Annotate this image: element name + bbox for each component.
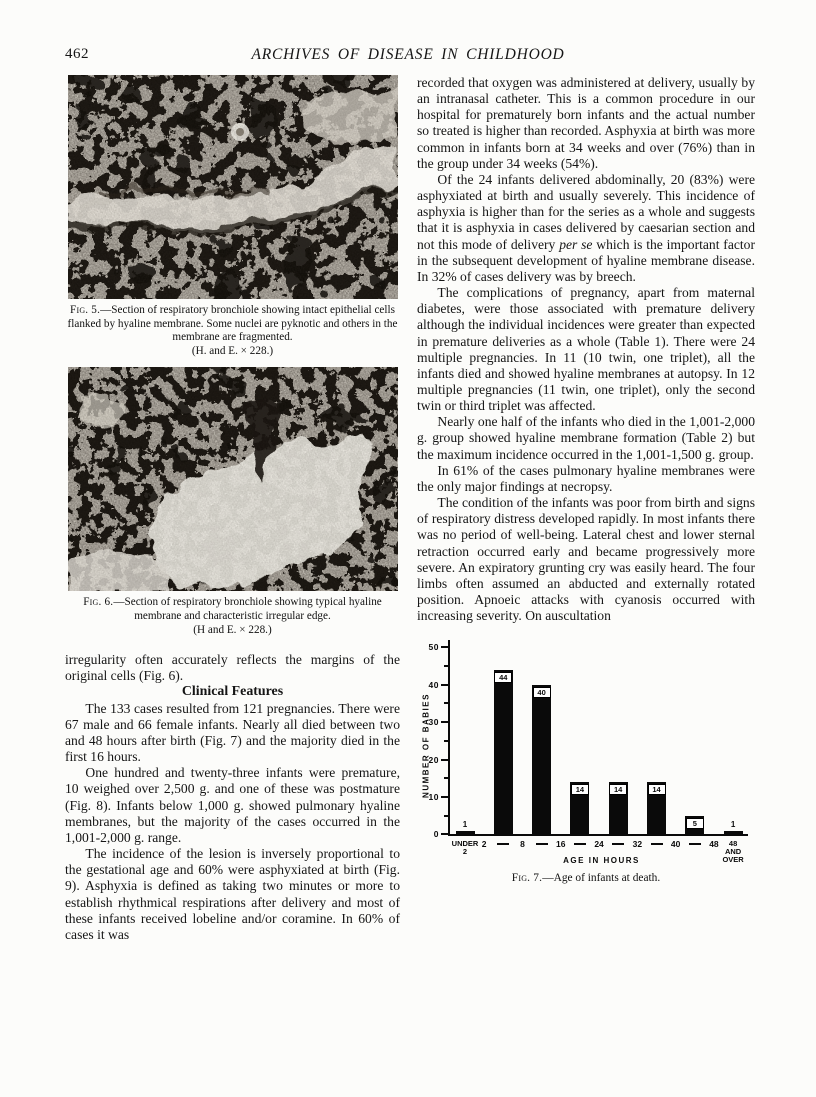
fig5-credit: (H. and E. × 228.) [191,344,274,357]
clinical-features-heading: Clinical Features [181,684,284,700]
x-axis-dash [536,843,548,845]
x-axis-dash [612,843,624,845]
page-number: 462 [65,46,89,62]
y-tick-label: 0 [433,829,439,840]
paragraph-continuation: irregularity often accurately reflects the margins of the original cells (Fig. 6). [65,652,400,684]
x-end-label-under2: 2 [462,847,468,857]
x-boundary-label: 32 [632,839,643,850]
bar-value-label: 1 [462,819,468,829]
bar-value-label: 14 [571,784,589,795]
bar [456,831,475,835]
x-end-label-under2: UNDER [451,839,479,849]
x-boundary-label: 40 [670,839,681,850]
paragraph: The condition of the infants was poor from birth and signs of respiratory distress developed rapidly. In most infants there was no period of well-being. Lateral chest and lower sternal retraction occurred early and became progressively more severe. An expiratory grunting cry was easily heard. The four limbs often assumed an abducted and externally rotated position. Apnoeic attacks with cyanosis occurred with increasing severity. On auscultation [417,495,755,624]
bar-value-label: 1 [730,819,736,829]
bar-value-label: 14 [609,784,627,795]
paragraph-part: Of the 24 infants delivered abdominally, 20 (83%) were asphyxiated at birth and usually severely. This incidence of asphyxia is higher than for the series as a whole and suggests that it is asphyxia in cases delivered by caesarian section and not this mode of delivery [417,171,755,252]
y-tick-label: 50 [428,642,439,653]
fig5-caption [65,304,400,358]
fig6-image [68,367,398,591]
y-tick [441,759,448,761]
x-axis-dash [497,843,509,845]
y-tick [441,721,448,723]
y-tick [441,833,448,835]
bar [532,685,551,835]
y-tick-label: 40 [428,679,439,690]
y-minor-tick [444,665,448,667]
y-tick [441,684,448,686]
y-minor-tick [444,815,448,817]
left-column [65,75,400,943]
fig7-caption [417,872,755,886]
left-column-text [65,652,400,943]
paragraph: Nearly one half of the infants who died in the 1,001-2,000 g. group showed hyaline membrane formation (Table 2) but the maximum incidence occurred in the 1,001-1,500 g. group. [417,414,755,462]
paragraph: One hundred and twenty-three infants were premature, 10 weighed over 2,500 g. and one of these was postmature (Fig. 8). Infants below 1,000 g. showed pulmonary hyaline membranes, but the majority of the cases occurred in the 1,001-2,000 g. range. [65,765,400,845]
y-minor-tick [444,702,448,704]
fig5-caption-text: —Section of respiratory bronchiole showing intact epithelial cells flanked by hyaline membrane. Some nuclei are pyknotic and others in the membrane are fragmented. [67,304,398,344]
paragraph: The complications of pregnancy, apart from maternal diabetes, were those associated with premature delivery although the individual incidences were greater than expected in premature deliveries as a whole (Table 1). There were 24 multiple pregnancies. In 11 (10 twin, one triplet), all the infants died and showed hyaline membranes at autopsy. In 12 multiple pregnancies (11 twin, one triplet), only the second twin or third triplet was affected. [417,285,755,414]
fig6-caption [65,596,400,637]
x-boundary-label: 48 [709,839,719,850]
x-axis-line [448,834,748,836]
bar-value-label: 40 [533,687,551,698]
y-tick [441,796,448,798]
y-tick-label: 30 [428,717,439,728]
paragraph: In 61% of the cases pulmonary hyaline membranes were the only major findings at necropsy. [417,462,755,494]
latin-phrase: per se [559,236,593,252]
y-axis-line [448,640,450,836]
x-end-label-48over: OVER [722,855,744,865]
y-tick [441,646,448,648]
y-minor-tick [444,740,448,742]
paragraph-part: which is the important factor in the subsequent development of hyaline membrane disease. In 32% of cases delivery was by breech. [417,236,755,284]
fig6-label: Fig. 6. [83,596,114,609]
x-boundary-label: 24 [594,839,604,850]
x-axis-dash [689,843,701,845]
fig7-caption-text: —Age of infants at death. [542,872,661,885]
fig7-chart [417,637,755,869]
right-column [417,75,755,886]
fig5-image [68,75,398,299]
bar-value-label: 44 [494,672,512,683]
x-end-label-48over: 48 [728,839,738,849]
y-minor-tick [444,777,448,779]
paragraph [417,172,755,285]
bar-value-label: 5 [686,818,704,829]
bar [494,670,513,835]
fig6-credit: (H and E. × 228.) [193,623,272,636]
x-axis-title: AGE IN HOURS [563,856,640,866]
paragraph-continuation: recorded that oxygen was administered at delivery, usually by an intranasal catheter. This is a common procedure in our hospital for prematurely born infants and the actual number so treated is higher than recorded. Asphyxia at birth was more common in infants born at 34 weeks and over (76%) than in the group under 34 weeks (54%). [417,75,755,171]
paragraph: The incidence of the lesion is inversely proportional to the gestational age and 60% were asphyxiated at birth (Fig. 9). Asphyxia is defined as taking two minutes or more to establish rhythmical respirations after delivery and most of these infants received lobeline and/or coramine. In 60% of cases it was [65,846,400,942]
fig6-caption-text: —Section of respiratory bronchiole showing typical hyaline membrane and characteristic irregular edge. [113,596,382,622]
x-axis-dash [574,843,586,845]
x-boundary-label: 2 [481,839,487,850]
bar-value-label: 14 [648,784,666,795]
x-axis-dash [651,843,663,845]
x-boundary-label: 16 [556,839,566,850]
y-tick-label: 10 [428,791,439,802]
journal-title: ARCHIVES OF DISEASE IN CHILDHOOD [251,46,565,63]
fig7-label: Fig. 7. [511,872,543,885]
y-tick-label: 20 [428,754,439,765]
bar [724,831,743,835]
fig5-label: Fig. 5. [70,304,101,316]
right-column-text [417,75,755,624]
x-end-label-48over: AND [724,847,742,857]
y-axis-title: NUMBER OF BABIES [421,693,431,799]
paragraph: The 133 cases resulted from 121 pregnancies. There were 67 male and 66 female infants. Nearly all died between two and 48 hours after birth (Fig. 7) and the majority died in the first 16 hours. [65,700,400,765]
x-boundary-label: 8 [520,839,525,850]
